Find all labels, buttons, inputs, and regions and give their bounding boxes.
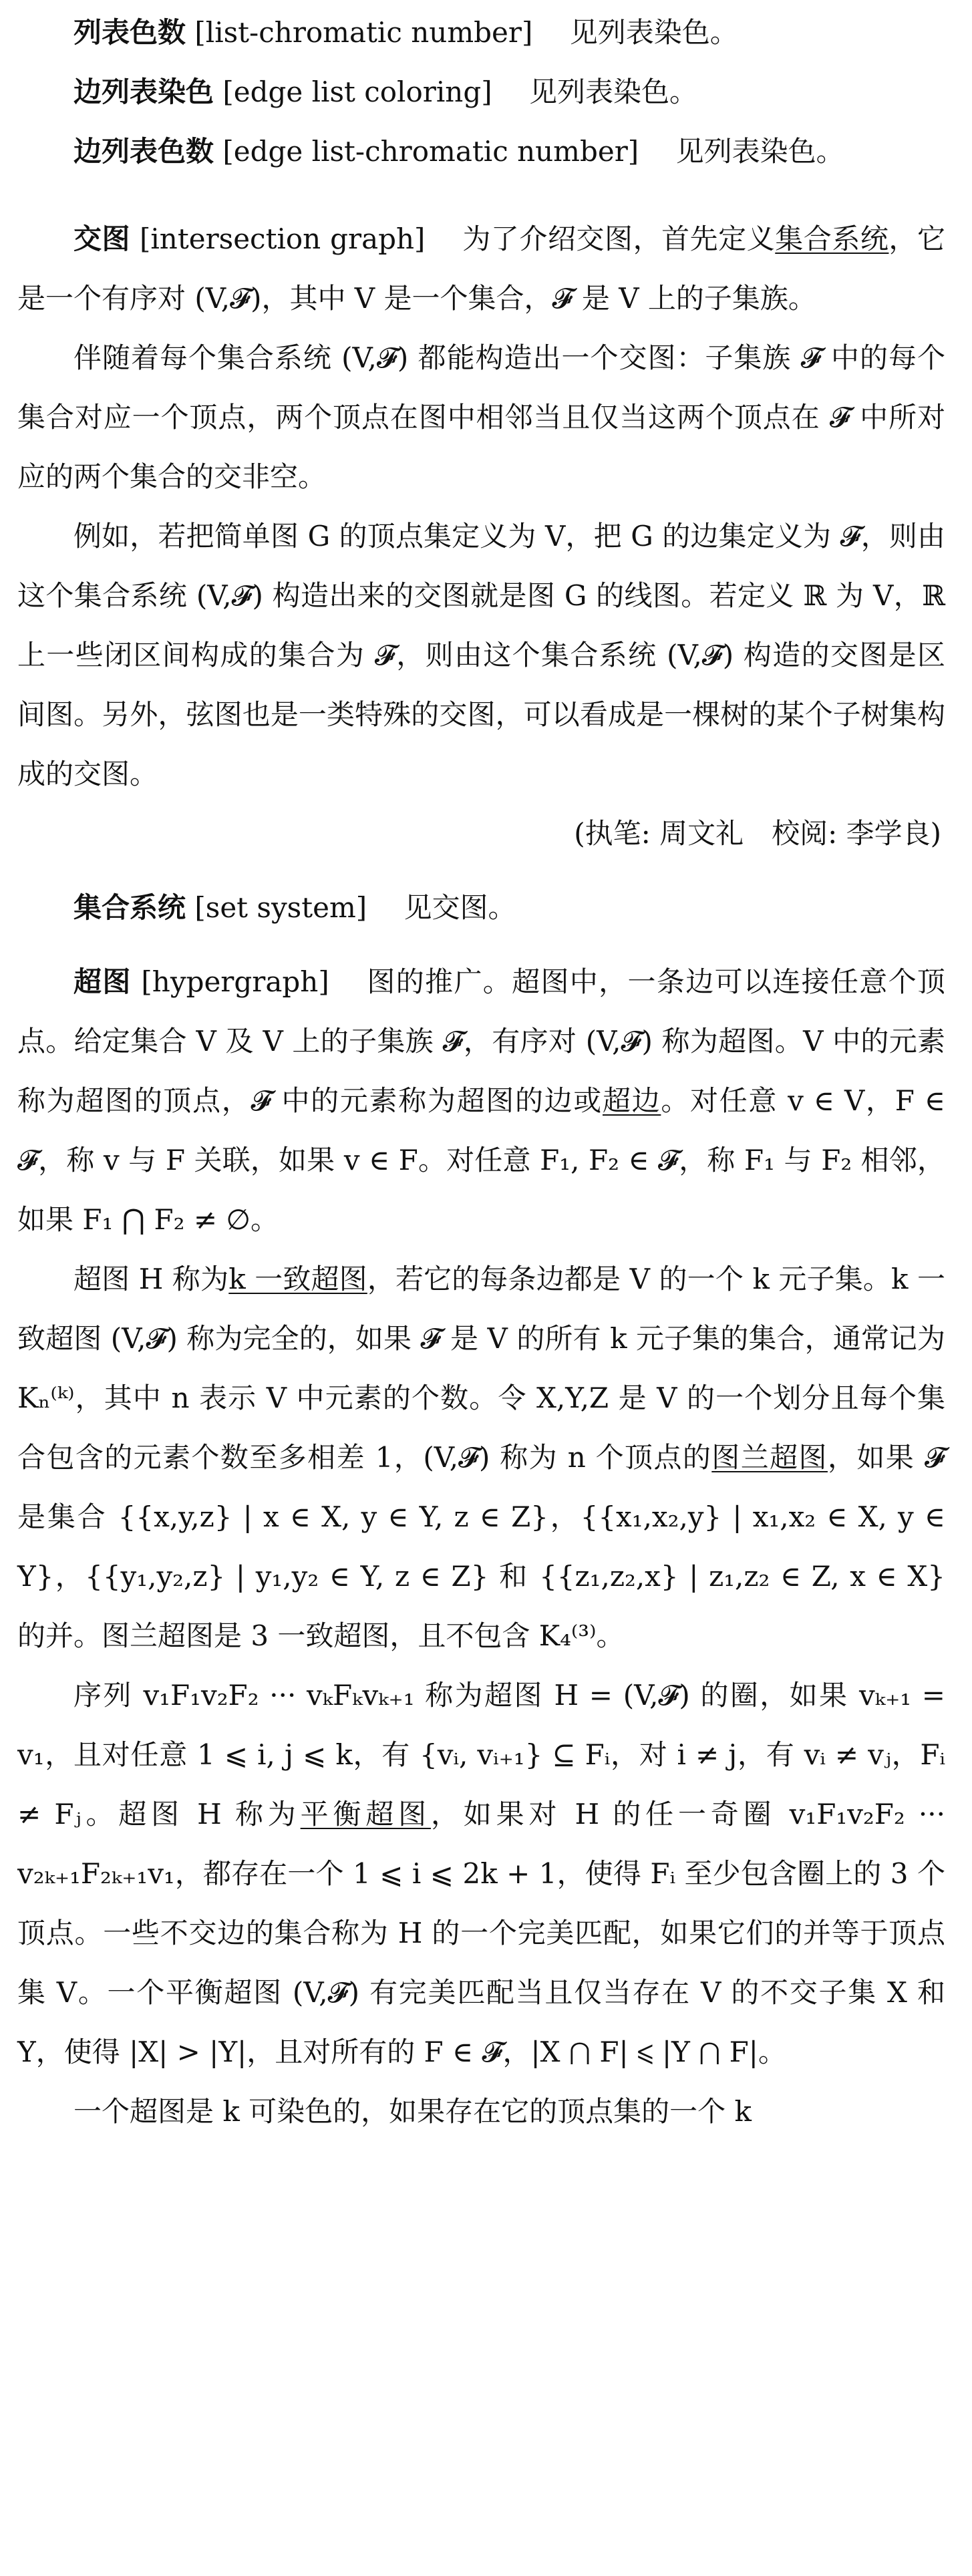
entry-english: [set system] [194, 891, 367, 924]
cross-reference-link[interactable]: 超边 [603, 1084, 661, 1117]
paragraph [17, 1665, 945, 2082]
entry-term: 集合系统 [73, 891, 186, 924]
entry-term: 边列表染色 [73, 75, 214, 108]
entry-term: 列表色数 [73, 16, 186, 49]
entry-intersection-graph [17, 209, 945, 328]
author-signature: (执笔: 周文礼 校阅: 李学良) [574, 817, 941, 850]
paragraph-text: 为了介绍交图，首先定义 [462, 222, 776, 255]
entry-english: [list-chromatic number] [194, 16, 533, 49]
paragraph: 一个超图是 k 可染色的，如果存在它的顶点集的一个 k [73, 2095, 752, 2128]
entry-term: 超图 [73, 965, 132, 998]
entry-edge-list-chromatic-number [17, 122, 945, 181]
cross-reference-link[interactable]: k 一致超图 [228, 1263, 367, 1295]
entry-hypergraph [17, 952, 945, 1249]
paragraph: 例如，若把简单图 G 的顶点集定义为 V，把 G 的边集定义为 𝓕，则由这个集合系统 (V,𝓕) 构造出来的交图就是图 G 的线图。若定义 ℝ 为 V，ℝ 上一些闭区间构成的集合为 𝓕，则由这个集合系统 (V,𝓕) 构造的交图是区间图。另外，弦图也是一类特殊的交图，可以看成是一棵树的某个子树集构成的交图。 [17, 520, 945, 790]
entry-english: [hypergraph] [141, 965, 329, 998]
entry-see: 见列表染色。 [528, 75, 697, 108]
paragraph [17, 1249, 945, 1665]
entry-see: 见交图。 [403, 891, 516, 924]
entry-english: [edge list-chromatic number] [222, 135, 639, 168]
entry-english: [intersection graph] [139, 222, 426, 255]
paragraph-text: 序列 v₁F₁v₂F₂ ··· vₖFₖvₖ₊₁ 称为超图 H = (V,𝓕) 的圈，如果 vₖ₊₁ = v₁，且对任意 1 ⩽ i, j ⩽ k，有 {vᵢ, vᵢ₊₁} ⊆ Fᵢ，对 i ≠ j，有 vᵢ ≠ vⱼ，Fᵢ ≠ Fⱼ。超图 H 称为 [17, 1679, 945, 1830]
paragraph: 伴随着每个集合系统 (V,𝓕) 都能构造出一个交图：子集族 𝓕 中的每个集合对应一个顶点，两个顶点在图中相邻当且仅当这两个顶点在 𝓕 中所对应的两个集合的交非空。 [17, 341, 945, 493]
entry-english: [edge list coloring] [222, 75, 492, 108]
paragraph-text: 。对任意 v ∈ V，F ∈ 𝓕，称 v 与 F 关联，如果 v ∈ F。对任意 F₁, F₂ ∈ 𝓕，称 F₁ 与 F₂ 相邻，如果 F₁ ⋂ F₂ ≠ ∅。 [17, 1084, 945, 1236]
entry-edge-list-coloring [17, 62, 945, 122]
cross-reference-link[interactable]: 平衡超图 [300, 1798, 431, 1830]
entry-list-chromatic-number [17, 3, 945, 62]
paragraph-text: ，如果 𝓕 是集合 {{x,y,z} | x ∈ X, y ∈ Y, z ∈ Z}，{{x₁,x₂,y} | x₁,x₂ ∈ X, y ∈ Y}，{{y₁,y₂,z} | y₁,y₂ ∈ Y, z ∈ Z} 和 {{z₁,z₂,x} | z₁,z₂ ∈ Z, x ∈ X} 的并。图兰超图是 3 一致超图，且不包含 K₄⁽³⁾。 [17, 1441, 945, 1652]
cross-reference-link[interactable]: 集合系统 [775, 222, 889, 255]
entry-see: 见列表染色。 [569, 16, 738, 49]
entry-set-system [17, 878, 945, 937]
entry-see: 见列表染色。 [675, 135, 844, 168]
paragraph-text: ，如果对 H 的任一奇圈 v₁F₁v₂F₂ ··· v₂ₖ₊₁F₂ₖ₊₁v₁，都存在一个 1 ⩽ i ⩽ 2k + 1，使得 Fᵢ 至少包含圈上的 3 个顶点。一些不交边的集合称为 H 的一个完美匹配，如果它们的并等于顶点集 V。一个平衡超图 (V,𝓕) 有完美匹配当且仅当存在 V 的不交子集 X 和 Y，使得 |X| > |Y|，且对所有的 F ∈ 𝓕，|X ⋂ F| ⩽ |Y ⋂ F|。 [17, 1798, 945, 2068]
cross-reference-link[interactable]: 图兰超图 [711, 1441, 828, 1474]
paragraph-text: ，若它的每条边都是 V 的一个 k 元子集。k 一致超图 (V,𝓕) 称为完全的，如果 𝓕 是 V 的所有 k 元子集的集合，通常记为 Kₙ⁽ᵏ⁾，其中 n 表示 V 中元素的个数。令 X,Y,Z 是 V 的一个划分且每个集合包含的元素个数至多相差 1，(V,𝓕) 称为 n 个顶点的 [17, 1263, 945, 1474]
paragraph-text: 图的推广。超图中，一条边可以连接任意个顶点。给定集合 V 及 V 上的子集族 𝓕，有序对 (V,𝓕) 称为超图。V 中的元素称为超图的顶点，𝓕 中的元素称为超图的边或 [17, 965, 945, 1117]
entry-term: 边列表色数 [73, 135, 214, 168]
paragraph-text: ，它是一个有序对 (V,𝓕)，其中 V 是一个集合，𝓕 是 V 上的子集族。 [17, 222, 945, 315]
paragraph-text: 超图 H 称为 [73, 1263, 229, 1295]
entry-term: 交图 [73, 222, 131, 255]
